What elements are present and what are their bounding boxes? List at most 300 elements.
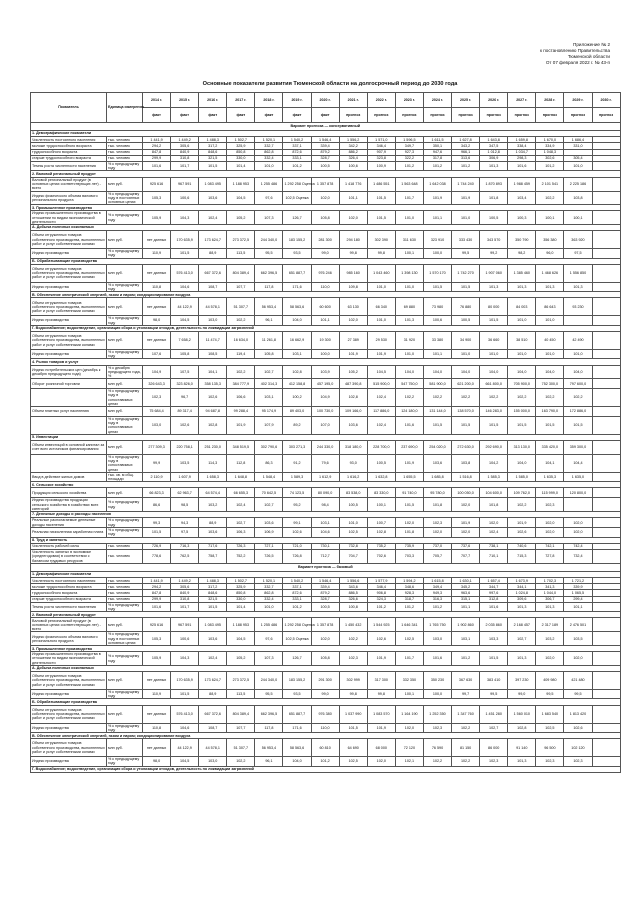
section-title: 3. Промышленное производство <box>31 646 621 652</box>
value-cell: 88,9 <box>199 690 227 699</box>
indicator-label: Индекс производства <box>31 690 107 699</box>
value-cell: 102,2 <box>227 365 255 379</box>
value-cell: 742,4 <box>564 543 592 549</box>
value-cell: 99,5 <box>480 690 508 699</box>
unit-cell: % к предыдущему году в сопоставимых ценах <box>107 454 143 472</box>
value-cell: 1 744 240 <box>452 177 480 191</box>
unit-cell: % к предыдущему году в сопоставимых ценах <box>107 416 143 434</box>
value-cell: 105,3 <box>143 191 171 205</box>
value-cell: 101,9 <box>452 191 480 205</box>
value-cell: 343 570 <box>480 231 508 249</box>
value-cell: 183 155,2 <box>283 231 311 249</box>
value-cell: 76 880 <box>452 298 480 316</box>
indicator-label: старше трудоспособного возраста <box>31 155 107 161</box>
value-cell: 318 180,0 <box>339 440 367 454</box>
value-cell: 947,6 <box>423 149 451 155</box>
value-cell: 100,2 <box>283 389 311 407</box>
value-cell: 976 380 <box>311 705 339 723</box>
value-cell: 104,0 <box>480 365 508 379</box>
unit-cell: % к предыдущему году в сопоставимых ценах <box>107 389 143 407</box>
variant-label: Вариант прогноза — базовый <box>31 563 621 571</box>
value-cell: 1 065,5 <box>564 590 592 596</box>
section-title: 2. Валовой региональный продукт <box>31 171 621 177</box>
indicator-label: Индекс производства <box>31 282 107 291</box>
value-cell: 862,8 <box>255 590 283 596</box>
value-cell: 79,6 <box>311 454 339 472</box>
value-cell: 104,5 <box>227 632 255 646</box>
value-cell: 146 283,0 <box>480 406 508 416</box>
value-cell: 104,0 <box>536 365 564 379</box>
value-cell: 101,2 <box>536 161 564 170</box>
value-cell: 66 655,3 <box>227 488 255 498</box>
year-header: 2018 г. <box>255 93 283 108</box>
value-cell: 91 740,0 <box>395 488 423 498</box>
value-cell: 101,5 <box>423 416 451 434</box>
table-row <box>31 602 621 611</box>
value-cell: 313 130,0 <box>508 440 536 454</box>
status-header: факт <box>171 108 199 123</box>
value-cell: 99,9 <box>143 454 171 472</box>
value-cell: 383 410 <box>480 672 508 690</box>
variant-row <box>31 123 621 131</box>
value-cell: 102,4 <box>367 389 395 407</box>
unit-cell: млн руб. <box>107 618 143 632</box>
indicator-label: моложе трудоспособного возраста <box>31 143 107 149</box>
value-cell <box>592 379 620 389</box>
value-cell <box>592 757 620 766</box>
value-cell: 850,8 <box>227 149 255 155</box>
value-cell: 69 880 <box>395 298 423 316</box>
value-cell: 1 449,2 <box>171 578 199 584</box>
value-cell: 105,8 <box>255 349 283 358</box>
value-cell <box>592 518 620 528</box>
value-cell: 155 000,0 <box>508 406 536 416</box>
value-cell: 879,2 <box>311 149 339 155</box>
indicator-label: трудоспособного возраста <box>31 590 107 596</box>
value-cell: 75 684,4 <box>143 406 171 416</box>
value-cell: 99,5 <box>452 249 480 258</box>
value-cell: 102,0 <box>395 723 423 732</box>
value-cell: 752 300,0 <box>536 379 564 389</box>
value-cell: 1 037 990 <box>339 705 367 723</box>
value-cell: 101,5 <box>367 191 395 205</box>
value-cell: 102,0 <box>339 316 367 325</box>
indicator-label <box>31 389 107 407</box>
indicator-label: старше трудоспособного возраста <box>31 596 107 602</box>
value-cell: 332,4 <box>255 155 283 161</box>
value-cell: 1 635,3 <box>536 472 564 481</box>
value-cell: 325,9 <box>227 143 255 149</box>
value-cell: 349,7 <box>395 143 423 149</box>
value-cell: 100 050,0 <box>452 488 480 498</box>
value-cell: 1 292 258 Оценка <box>283 177 311 191</box>
value-cell: 95,2 <box>283 498 311 512</box>
value-cell: 949,3 <box>423 590 451 596</box>
value-cell: 103,0 <box>199 316 227 325</box>
value-cell: 1 648,8 <box>227 472 255 481</box>
value-cell: 102,6 <box>199 389 227 407</box>
table-row <box>31 316 621 325</box>
value-cell: 804 389,4 <box>227 705 255 723</box>
value-cell: 99,8 <box>339 690 367 699</box>
value-cell: 317,2 <box>199 584 227 590</box>
value-cell: 170 635,9 <box>171 672 199 690</box>
indicator-label: Реальная начисленная заработная плата <box>31 528 107 537</box>
value-cell <box>592 264 620 282</box>
value-cell: 101,6 <box>423 652 451 666</box>
value-cell: 101,5 <box>564 416 592 434</box>
value-cell: 88,9 <box>199 249 227 258</box>
value-cell: 710,1 <box>480 549 508 563</box>
unit-cell: % к предыдущему году <box>107 528 143 537</box>
value-cell: 102,0 <box>536 518 564 528</box>
value-cell: 1 548,4 <box>255 472 283 481</box>
value-cell: 273 372,5 <box>227 231 255 249</box>
value-cell: 163 790,0 <box>536 406 564 416</box>
value-cell: 651 887,7 <box>283 264 311 282</box>
value-cell: 104,5 <box>227 191 255 205</box>
value-cell: 100,0 <box>311 349 339 358</box>
value-cell: 1 488,3 <box>199 137 227 143</box>
value-cell: 343,2 <box>452 143 480 149</box>
value-cell: 101,8 <box>395 528 423 537</box>
value-cell: 726,3 <box>227 543 255 549</box>
value-cell: 107,9 <box>255 416 283 434</box>
value-cell: 104,0 <box>508 365 536 379</box>
indicator-label: Индекс производства <box>31 349 107 358</box>
unit-cell: тыс. человек <box>107 143 143 149</box>
value-cell <box>592 652 620 666</box>
value-cell: 331,0 <box>564 143 592 149</box>
value-cell: 113,5 <box>227 690 255 699</box>
value-cell: 19 300 <box>311 331 339 349</box>
value-cell: 98,0 <box>143 316 171 325</box>
value-cell: 358 135,3 <box>199 379 227 389</box>
value-cell: 113,5 <box>227 249 255 258</box>
column-header-indicator: Показатель <box>31 93 107 123</box>
value-cell: 306,9 <box>480 155 508 161</box>
value-cell: 1 546,4 <box>311 578 339 584</box>
value-cell: 101,0 <box>367 282 395 291</box>
value-cell: 60 600 <box>311 298 339 316</box>
value-cell: 302,6 <box>536 155 564 161</box>
indicator-label: Оборот розничной торговли <box>31 379 107 389</box>
value-cell: 40 450 <box>536 331 564 349</box>
value-cell: 105,8 <box>311 211 339 225</box>
value-cell: 29 530 <box>367 331 395 349</box>
value-cell: 97,6 <box>255 191 283 205</box>
value-cell: 102,6 <box>171 416 199 434</box>
value-cell: 107,3 <box>255 652 283 666</box>
value-cell: 703,3 <box>395 549 423 563</box>
value-cell: 100,1 <box>536 211 564 225</box>
value-cell: 101,0 <box>452 349 480 358</box>
value-cell: 96,1 <box>255 316 283 325</box>
value-cell: 101,5 <box>367 211 395 225</box>
value-cell: 42 490 <box>564 331 592 349</box>
value-cell: 1 385 460 <box>508 264 536 282</box>
value-cell: 102,2 <box>423 389 451 407</box>
appendix-line: к постановлению Правительства <box>539 48 610 53</box>
value-cell: 330,0 <box>227 596 255 602</box>
value-cell: 333,1 <box>283 596 311 602</box>
value-cell: 101,5 <box>171 249 199 258</box>
value-cell: 117,8 <box>255 723 283 732</box>
value-cell: 1 540,2 <box>283 578 311 584</box>
value-cell: 36 660 <box>480 331 508 349</box>
unit-cell: млн руб. <box>107 440 143 454</box>
value-cell: 101,9 <box>227 416 255 434</box>
value-cell: 732,8 <box>339 543 367 549</box>
value-cell: 334,9 <box>536 143 564 149</box>
value-cell: 752,2 <box>227 549 255 563</box>
value-cell: 1 902 860 <box>452 618 480 632</box>
value-cell: 925 616 <box>143 177 171 191</box>
value-cell: 83 538,0 <box>339 488 367 498</box>
value-cell: 101,7 <box>395 652 423 666</box>
year-header: 2020 г. <box>311 93 339 108</box>
value-cell: 662 396,5 <box>255 705 283 723</box>
table-row <box>31 739 621 757</box>
value-cell: 101,0 <box>255 602 283 611</box>
status-header: прогноз <box>423 108 451 123</box>
indicator-label: Индекс физического объема валового регионального продукта <box>31 191 107 205</box>
indicator-label: Численность постоянного населения <box>31 137 107 143</box>
value-cell: 1 486 551 <box>367 177 395 191</box>
value-cell: 1 544 925 <box>367 618 395 632</box>
value-cell: 1 449,2 <box>171 137 199 143</box>
value-cell: 339,9 <box>564 584 592 590</box>
value-cell: 299,9 <box>143 596 171 602</box>
value-cell: 102,4 <box>199 211 227 225</box>
value-cell: 105,2 <box>339 365 367 379</box>
value-cell: 1 870 893 <box>480 177 508 191</box>
value-cell: 102,3 <box>536 498 564 512</box>
value-cell: 102,1 <box>395 757 423 766</box>
table-header-row <box>31 93 621 108</box>
value-cell: 323 910 <box>423 231 451 249</box>
value-cell: 1 255 486 <box>255 177 283 191</box>
value-cell: 101,5 <box>171 690 199 699</box>
status-header: факт <box>311 108 339 123</box>
year-header: 2015 г. <box>171 93 199 108</box>
table-row <box>31 723 621 732</box>
value-cell: 99,1 <box>283 518 311 528</box>
value-cell: 101,5 <box>480 416 508 434</box>
value-cell: 99 288,4 <box>227 406 255 416</box>
section-title: Б. Обрабатывающие производства <box>31 699 621 705</box>
value-cell: 1 024,8 <box>508 590 536 596</box>
unit-cell: тыс. человек <box>107 590 143 596</box>
value-cell: 661 800,0 <box>480 379 508 389</box>
value-cell: 344,7 <box>480 584 508 590</box>
value-cell: 58 563,6 <box>283 739 311 757</box>
table-row <box>31 389 621 407</box>
value-cell: 16 634,0 <box>227 331 255 349</box>
value-cell: 338,4 <box>508 143 536 149</box>
value-cell: 102,0 <box>536 652 564 666</box>
value-cell: 735,2 <box>367 543 395 549</box>
value-cell: 101,1 <box>423 211 451 225</box>
value-cell <box>592 365 620 379</box>
value-cell: нет данных <box>143 231 171 249</box>
value-cell: 305,6 <box>171 143 199 149</box>
value-cell <box>592 416 620 434</box>
value-cell: 44 122,9 <box>171 739 199 757</box>
value-cell: 321,5 <box>199 155 227 161</box>
value-cell: 1 988 459 <box>508 177 536 191</box>
value-cell: 101,3 <box>508 282 536 291</box>
value-cell: 101,0 <box>536 349 564 358</box>
value-cell: 737,0 <box>423 543 451 549</box>
value-cell: 326 643,3 <box>143 379 171 389</box>
value-cell: 715,3 <box>508 549 536 563</box>
status-header: факт <box>143 108 171 123</box>
value-cell: 97,6 <box>255 632 283 646</box>
value-cell: 103,6 <box>339 416 367 434</box>
value-cell: 51 307,7 <box>227 739 255 757</box>
indicator-label: Объем отгруженных товаров собственного производства, выполненных работ и услуг собственными силами <box>31 672 107 690</box>
value-cell: 96,1 <box>255 757 283 766</box>
value-cell: 102,3 <box>423 518 451 528</box>
value-cell: 94,3 <box>171 518 199 528</box>
value-cell: 93 230 <box>564 298 592 316</box>
value-cell: 101,9 <box>508 518 536 528</box>
value-cell: 927,3 <box>395 149 423 155</box>
value-cell: 705,7 <box>423 549 451 563</box>
value-cell: 102,3 <box>339 652 367 666</box>
value-cell: 312,8 <box>480 596 508 602</box>
value-cell: 106,9 <box>255 528 283 537</box>
table-row <box>31 264 621 282</box>
value-cell: 662 396,5 <box>255 264 283 282</box>
value-cell: 342,2 <box>339 143 367 149</box>
indicator-label: Объем отгруженных товаров собственного производства, выполненных работ и услуг собственными силами <box>31 705 107 723</box>
value-cell: 98,5 <box>171 498 199 512</box>
value-cell: 102,7 <box>227 518 255 528</box>
value-cell: 1 616,2 <box>339 472 367 481</box>
value-cell <box>592 498 620 512</box>
value-cell: 966,1 <box>452 149 480 155</box>
value-cell: 120 800,0 <box>564 488 592 498</box>
status-header: прогноз <box>452 108 480 123</box>
value-cell: 171,6 <box>283 723 311 732</box>
value-cell: 89 317,4 <box>171 406 199 416</box>
indicator-label: Объем отгруженных товаров собственного производства, выполненных работ и услуг собственными силами <box>31 264 107 282</box>
value-cell: 348 519,5 <box>227 440 255 454</box>
value-cell: 102,2 <box>564 389 592 407</box>
value-cell: 244 340,0 <box>255 231 283 249</box>
indicator-label: трудоспособного возраста <box>31 149 107 155</box>
value-cell: 102,0 <box>311 632 339 646</box>
value-cell: 228 700,0 <box>367 440 395 454</box>
value-cell: 350 790 <box>508 231 536 249</box>
value-cell: 872,6 <box>283 590 311 596</box>
value-cell: 1 468 626 <box>536 264 564 282</box>
value-cell: 101,5 <box>452 282 480 291</box>
value-cell: 102,8 <box>367 528 395 537</box>
value-cell: 126,7 <box>283 652 311 666</box>
value-cell: 244 340,0 <box>255 672 283 690</box>
value-cell: 101,1 <box>339 191 367 205</box>
value-cell: 907,9 <box>367 149 395 155</box>
value-cell: 322,2 <box>395 155 423 161</box>
value-cell: 985 160 <box>339 264 367 282</box>
value-cell: 89 403,0 <box>283 406 311 416</box>
value-cell: 850,8 <box>227 590 255 596</box>
value-cell: 101,5 <box>508 416 536 434</box>
value-cell: 102,2 <box>536 191 564 205</box>
value-cell: 721,0 <box>283 543 311 549</box>
value-cell: 332,4 <box>255 596 283 602</box>
value-cell: 104,6 <box>171 282 199 291</box>
value-cell: 107,5 <box>171 365 199 379</box>
value-cell: 103,4 <box>508 191 536 205</box>
section-title: 7. Денежные доходы и расходы населения <box>31 511 621 517</box>
value-cell: 99,8 <box>367 249 395 258</box>
value-cell: 104,0 <box>395 365 423 379</box>
value-cell: 103,9 <box>311 365 339 379</box>
value-cell: 1 044,0 <box>536 590 564 596</box>
value-cell <box>592 454 620 472</box>
value-cell: 1 255 486 <box>255 618 283 632</box>
value-cell <box>592 161 620 170</box>
indicator-label: Численность занятых в экономике (среднегодовая) в соответствии с балансом трудовых ресурсов <box>31 549 107 563</box>
value-cell: 102,3 <box>143 389 171 407</box>
unit-cell: % к предыдущему году <box>107 211 143 225</box>
value-cell: 101,5 <box>143 528 171 537</box>
value-cell: 421 480 <box>564 672 592 690</box>
unit-cell: % к предыдущему году <box>107 757 143 766</box>
value-cell: 101,3 <box>508 757 536 766</box>
value-cell: 103,3 <box>480 632 508 646</box>
indicator-label: Индекс производства <box>31 723 107 732</box>
value-cell: 344,1 <box>508 584 536 590</box>
value-cell: 1 441,9 <box>143 137 171 143</box>
value-cell <box>592 618 620 632</box>
value-cell: 107,3 <box>255 211 283 225</box>
value-cell: 105,8 <box>171 349 199 358</box>
value-cell: 102,4 <box>227 498 255 512</box>
value-cell: 281 300 <box>311 231 339 249</box>
unit-cell: млн руб. <box>107 406 143 416</box>
value-cell: 886,2 <box>339 149 367 155</box>
value-cell: 101,8 <box>423 498 451 512</box>
value-cell: нет данных <box>143 705 171 723</box>
value-cell: 332,7 <box>255 143 283 149</box>
value-cell: 967 591 <box>171 177 199 191</box>
table-row <box>31 672 621 690</box>
value-cell: 100,5 <box>311 161 339 170</box>
value-cell: 99,5 <box>564 690 592 699</box>
value-cell: 101,5 <box>480 316 508 325</box>
unit-cell: тыс. человек <box>107 549 143 563</box>
value-cell: 302 390 <box>367 231 395 249</box>
value-cell: 103,1 <box>255 389 283 407</box>
status-header: прогноз <box>536 108 564 123</box>
appendix-note <box>490 42 610 66</box>
value-cell: 101,0 <box>367 316 395 325</box>
indicator-label: Индекс производства продукции сельского хозяйства в хозяйствах всех категорий <box>31 498 107 512</box>
value-cell: 110,8 <box>143 282 171 291</box>
indicator-label: Реальные располагаемые денежные доходы населения <box>31 518 107 528</box>
value-cell: 840,9 <box>171 590 199 596</box>
unit-cell: тыс. человек <box>107 137 143 143</box>
value-cell: 102,8 <box>508 723 536 732</box>
value-cell: 101,3 <box>536 282 564 291</box>
value-cell: 2 225 186 <box>564 177 592 191</box>
unit-cell: тыс. человек <box>107 596 143 602</box>
